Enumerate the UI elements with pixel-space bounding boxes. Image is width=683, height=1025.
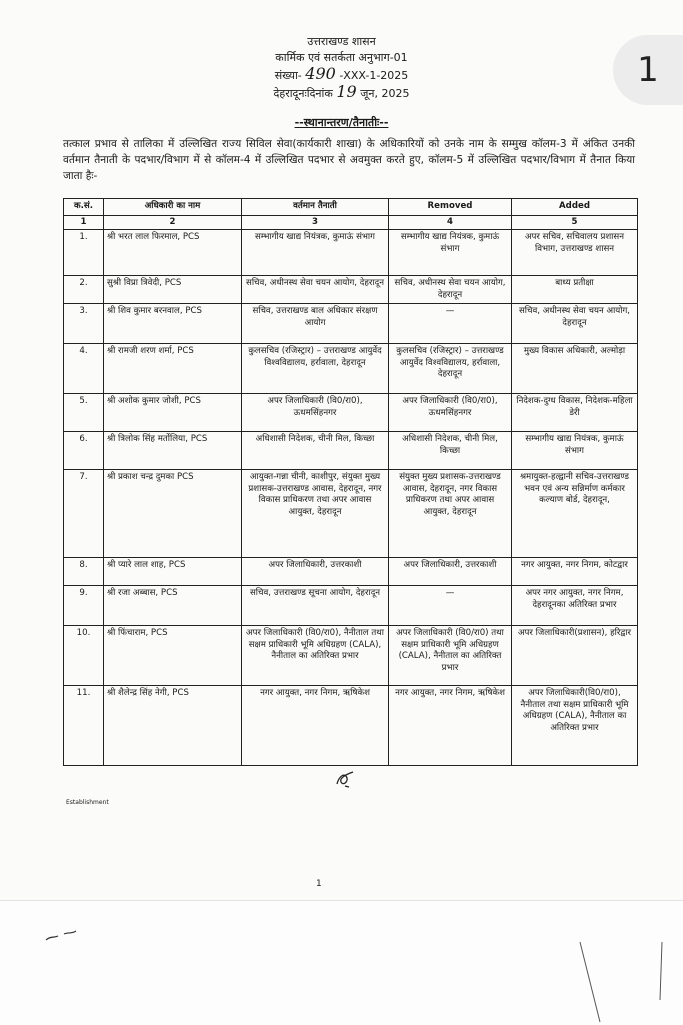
letter-header: [0, 34, 683, 102]
handwritten-number: 490: [305, 64, 336, 83]
cell-name: श्री शिव कुमार बरनवाल, PCS: [104, 304, 242, 344]
cell-sno: 2.: [64, 276, 104, 304]
cell-added: अपर जिलाधिकारी(प्रशासन), हरिद्वार: [512, 626, 638, 686]
table-row: [64, 394, 638, 432]
header-sno: क.सं.: [64, 199, 104, 216]
scribble-mark: [44, 928, 84, 944]
establishment-label: Establishment: [66, 799, 109, 806]
cell-added: अपर नगर आयुक्त, नगर निगम, देहरादूनका अतिरिक्त प्रभार: [512, 586, 638, 626]
col-number: 4: [389, 215, 512, 230]
cell-name: श्री त्रिलोक सिंह मर्तोलिया, PCS: [104, 432, 242, 470]
cell-current: सम्भागीय खाद्य नियंत्रक, कुमाऊं संभाग: [242, 230, 389, 276]
subject-line: --स्थानान्तरण/तैनातीः--: [294, 116, 389, 129]
table-row: [64, 432, 638, 470]
table-row: [64, 470, 638, 558]
cell-removed: सचिव, अधीनस्थ सेवा चयन आयोग, देहरादून: [389, 276, 512, 304]
cell-name: सुश्री विप्रा त्रिवेदी, PCS: [104, 276, 242, 304]
cell-current: सचिव, उत्तराखण्ड सूचना आयोग, देहरादून: [242, 586, 389, 626]
cell-sno: 9.: [64, 586, 104, 626]
order-paragraph: तत्काल प्रभाव से तालिका में उल्लिखित राज्य सिविल सेवा(कार्यकारी शाखा) के अधिकारियों को उनके नाम के सम्मुख कॉलम-3 में अंकित उनकी वर्तमान तैनाती के पदभार/विभाग में से कॉलम-4 में उल्लिखित पदभार से अवमुक्त करते हुए, कॉलम-5 में उल्लिखित पदभार/विभाग में तैनात किया जाता हैः-: [63, 138, 635, 182]
cell-removed: अपर जिलाधिकारी (वि0/रा0), ऊधमसिंहनगर: [389, 394, 512, 432]
column-number-row: [64, 215, 638, 230]
cell-name: श्री अशोक कुमार जोशी, PCS: [104, 394, 242, 432]
cell-removed: अपर जिलाधिकारी, उत्तरकाशी: [389, 558, 512, 586]
col-number: 1: [64, 215, 104, 230]
cell-name: श्री भरत लाल फिरमाल, PCS: [104, 230, 242, 276]
header-added: Added: [512, 199, 638, 216]
cell-name: श्री प्यारे लाल शाह, PCS: [104, 558, 242, 586]
cell-removed: कुलसचिव (रजिस्ट्रार) – उत्तराखण्ड आयुर्वेद विश्वविद्यालय, हर्रावाला, देहरादून: [389, 344, 512, 394]
cell-name: श्री फिंचाराम, PCS: [104, 626, 242, 686]
transfer-table: [63, 198, 638, 766]
cell-current: अधिशासी निदेशक, चीनी मिल, किच्छा: [242, 432, 389, 470]
cell-sno: 6.: [64, 432, 104, 470]
cell-removed: नगर आयुक्त, नगर निगम, ऋषिकेश: [389, 686, 512, 766]
col-number: 2: [104, 215, 242, 230]
table-row: [64, 626, 638, 686]
table-row: [64, 230, 638, 276]
cell-added: नगर आयुक्त, नगर निगम, कोटद्वार: [512, 558, 638, 586]
cell-added: सचिव, अधीनस्थ सेवा चयन आयोग, देहरादून: [512, 304, 638, 344]
cell-removed: अपर जिलाधिकारी (वि0/रा0) तथा सक्षम प्राधिकारी भूमि अधिग्रहण (CALA), नैनीताल का अतिरिक्त प्रभार: [389, 626, 512, 686]
cell-added: निदेशक-दुग्ध विकास, निदेशक-महिला डेरी: [512, 394, 638, 432]
cell-removed: —: [389, 586, 512, 626]
cell-added: श्रमायुक्त-हल्द्वानी सचिव-उत्तराखण्ड भवन एवं अन्य सन्निर्माण कर्मकार कल्याण बोर्ड, देहरादून,: [512, 470, 638, 558]
cell-sno: 7.: [64, 470, 104, 558]
cell-removed: संयुक्त मुख्य प्रशासक-उत्तराखण्ड आवास, देहरादून, नगर विकास प्राधिकरण तथा अपर आवास आयुक्त, देहरादून: [389, 470, 512, 558]
cell-added: बाध्य प्रतीक्षा: [512, 276, 638, 304]
cell-name: श्री रजा अब्बास, PCS: [104, 586, 242, 626]
cell-current: अपर जिलाधिकारी (वि0/रा0), नैनीताल तथा सक्षम प्राधिकारी भूमि अधिग्रहण (CALA), नैनीताल का अतिरिक्त प्रभार: [242, 626, 389, 686]
cell-added: अपर सचिव, सचिवालय प्रशासन विभाग, उत्तराखण्ड शासन: [512, 230, 638, 276]
col-number: 3: [242, 215, 389, 230]
cell-current: अपर जिलाधिकारी, उत्तरकाशी: [242, 558, 389, 586]
cell-current: अपर जिलाधिकारी (वि0/रा0), ऊधमसिंहनगर: [242, 394, 389, 432]
table-row: [64, 344, 638, 394]
table-header-row: [64, 199, 638, 216]
cell-sno: 8.: [64, 558, 104, 586]
cell-removed: सम्भागीय खाद्य नियंत्रक, कुमाऊं संभाग: [389, 230, 512, 276]
cell-added: सम्भागीय खाद्य नियंत्रक, कुमाऊं संभाग: [512, 432, 638, 470]
cell-removed: अधिशासी निदेशक, चीनी मिल, किच्छा: [389, 432, 512, 470]
cell-current: सचिव, उत्तराखण्ड बाल अधिकार संरक्षण आयोग: [242, 304, 389, 344]
page-number-badge: 1: [613, 35, 683, 105]
header-officer-name: अधिकारी का नाम: [104, 199, 242, 216]
cell-added: अपर जिलाधिकारी(वि0/रा0), नैनीताल तथा सक्षम प्राधिकारी भूमि अधिग्रहण (CALA), नैनीताल का अतिरिक्त प्रभार: [512, 686, 638, 766]
cell-sno: 11.: [64, 686, 104, 766]
cell-removed: —: [389, 304, 512, 344]
cell-name: श्री प्रकाश चन्द्र दुमका PCS: [104, 470, 242, 558]
cell-sno: 1.: [64, 230, 104, 276]
reference-number: संख्या- 490 -XXX-1-2025: [274, 64, 409, 83]
cell-sno: 10.: [64, 626, 104, 686]
cell-current: नगर आयुक्त, नगर निगम, ऋषिकेश: [242, 686, 389, 766]
table-row: [64, 686, 638, 766]
cell-name: श्री रामजी शरण शर्मा, PCS: [104, 344, 242, 394]
cell-added: मुख्य विकास अधिकारी, अल्मोड़ा: [512, 344, 638, 394]
cell-current: आयुक्त-गन्ना चीनी, काशीपुर, संयुक्त मुख्य प्रशासक-उत्तराखण्ड आवास, देहरादून, नगर विकास प्राधिकरण तथा अपर आवास आयुक्त, देहरादून: [242, 470, 389, 558]
cell-name: श्री शैलेन्द्र सिंह नेगी, PCS: [104, 686, 242, 766]
cell-sno: 4.: [64, 344, 104, 394]
issue-date: देहरादूनःदिनांक 19 जून, 2025: [273, 82, 410, 101]
cell-sno: 5.: [64, 394, 104, 432]
table-row: [64, 276, 638, 304]
table-row: [64, 558, 638, 586]
cell-sno: 3.: [64, 304, 104, 344]
col-number: 5: [512, 215, 638, 230]
page-number: 1: [316, 879, 322, 889]
header-current-posting: वर्तमान तैनाती: [242, 199, 389, 216]
cell-current: सचिव, अधीनस्थ सेवा चयन आयोग, देहरादून: [242, 276, 389, 304]
cell-current: कुलसचिव (रजिस्ट्रार) – उत्तराखण्ड आयुर्वेद विश्वविद्यालय, हर्रावाला, देहरादून: [242, 344, 389, 394]
table-row: [64, 586, 638, 626]
signature-mark: [333, 768, 357, 790]
handwritten-date: 19: [336, 82, 357, 101]
scribble-lines: [576, 940, 666, 1024]
government-name: उत्तराखण्ड शासन: [307, 35, 376, 48]
department-name: कार्मिक एवं सतर्कता अनुभाग-01: [275, 51, 408, 64]
header-removed: Removed: [389, 199, 512, 216]
table-row: [64, 304, 638, 344]
